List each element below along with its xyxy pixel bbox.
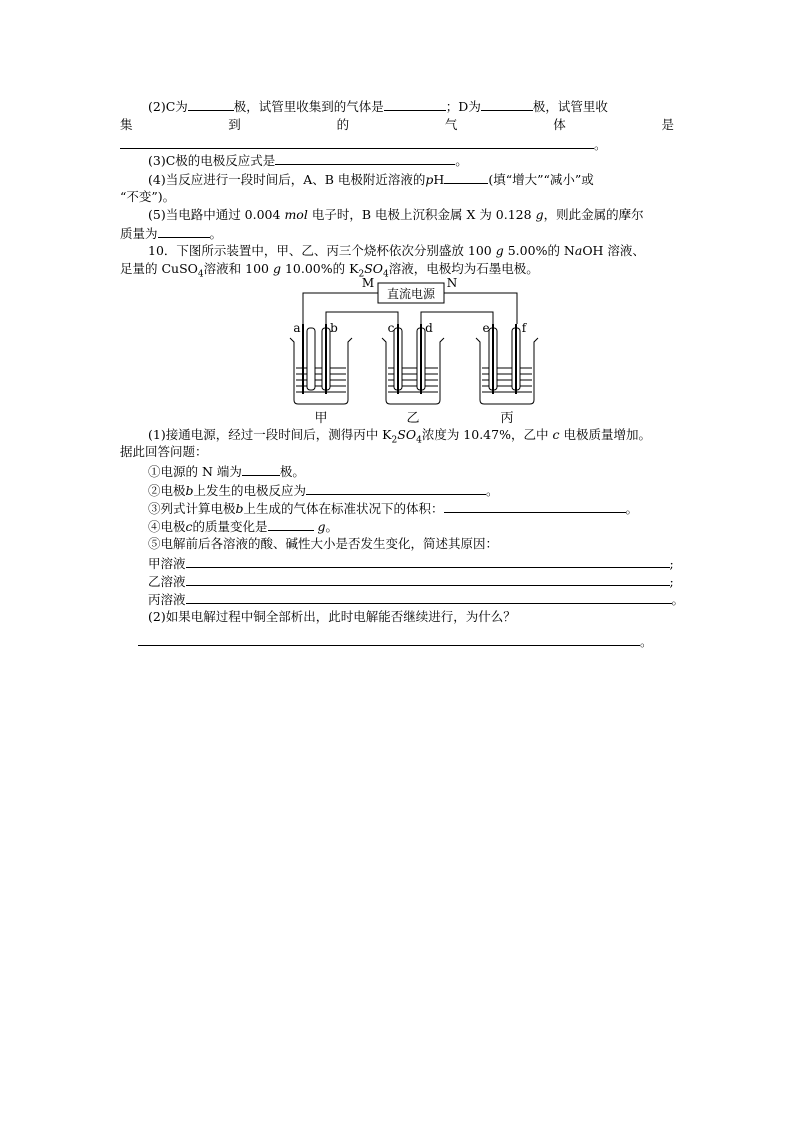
power-source-label: 直流电源: [386, 287, 436, 301]
answer-blank[interactable]: [275, 152, 455, 165]
answer-blank[interactable]: [186, 555, 670, 568]
q2-line-3: 。: [120, 136, 607, 153]
terminal-n-label: N: [446, 276, 458, 290]
q10-line-1: 10．下图所示装置中，甲、乙、丙三个烧杯依次分别盛放 100 g 5.00%的 NaOH 溶液、: [148, 243, 645, 258]
answer-blank[interactable]: [384, 98, 446, 111]
beaker-jia: [290, 338, 352, 404]
beaker-yi: [382, 338, 444, 404]
electrolysis-diagram: [280, 276, 540, 426]
electrode-a-label: a: [293, 321, 301, 335]
beaker-jia-label: 甲: [314, 411, 328, 426]
answer-blank[interactable]: [444, 171, 488, 184]
q3-line: (3)C极的电极反应式是 。: [148, 153, 468, 168]
answer-blank[interactable]: [242, 463, 280, 476]
q10-line-2: 足量的 CuSO$_4$溶液和 100 g 10.00%的 $K_2SO_4$溶液，电极均为石墨电极。: [120, 261, 539, 280]
answer-blank[interactable]: [158, 225, 210, 238]
wire-n: [444, 293, 517, 324]
beaker-bing-label: 丙: [500, 411, 514, 426]
electrode-d-label: d: [425, 321, 433, 335]
s3-line: ③列式计算电极b上生成的气体在标准状况下的体积： 。: [148, 501, 639, 516]
answer-blank[interactable]: [481, 98, 533, 111]
sol-yi-line: 乙溶液 ;: [148, 574, 674, 589]
sol-bing-line: 丙溶液 。: [148, 592, 685, 607]
p1-line-1: (1)接通电源，经过一段时间后，测得丙中 $K_2SO_4$浓度为 10.47%，乙中 c 电极质量增加。: [148, 427, 651, 446]
electrode-c-label: c: [387, 321, 395, 335]
answer-blank[interactable]: [188, 98, 234, 111]
electrode-f-label: f: [521, 321, 527, 335]
q4-line-1: (4)当反应进行一段时间后，A、B 电极附近溶液的pH (填“增大”“减小”或: [148, 172, 594, 187]
q2-line-2: 集 到 的 气 体 是: [120, 117, 674, 132]
s4-line: ④电极c的质量变化是 g。: [148, 519, 339, 534]
answer-blank[interactable]: [138, 633, 640, 646]
terminal-m-label: M: [361, 276, 375, 290]
s5-line: ⑤电解前后各溶液的酸、碱性大小是否发生变化，简述其原因：: [148, 536, 499, 551]
q5-line-2: 质量为 。: [120, 226, 223, 241]
sol-jia-line: 甲溶液 ;: [148, 556, 674, 571]
s1-line: ①电源的 N 端为 极。: [148, 464, 305, 479]
electrode-e-label: e: [482, 321, 490, 335]
wire-m: [303, 293, 378, 324]
answer-blank[interactable]: [306, 482, 486, 495]
answer-blank[interactable]: [186, 591, 672, 604]
electrode-b-label: b: [330, 321, 338, 335]
tube-jia-left: [307, 328, 315, 390]
beaker-bing: [476, 338, 538, 404]
answer-blank[interactable]: [444, 500, 626, 513]
s2-line: ②电极b上发生的电极反应为 。: [148, 483, 499, 498]
p1-line-2: 据此回答问题：: [120, 444, 208, 459]
answer-blank[interactable]: [186, 573, 670, 586]
beaker-yi-label: 乙: [406, 411, 420, 426]
answer-blank[interactable]: [268, 518, 314, 531]
p2-answer-line: 。: [138, 633, 653, 650]
answer-blank[interactable]: [120, 136, 594, 149]
q5-line-1: (5)当电路中通过 0.004 mol 电子时，B 电极上沉积金属 X 为 0.128 g，则此金属的摩尔: [148, 207, 644, 222]
q2-line-1: (2)C为 极，试管里收集到的气体是 ；D为 极，试管里收: [148, 99, 608, 114]
q4-line-2: “不变”)。: [120, 189, 176, 204]
p2-line: (2)如果电解过程中铜全部析出，此时电解能否继续进行，为什么？: [148, 609, 516, 624]
